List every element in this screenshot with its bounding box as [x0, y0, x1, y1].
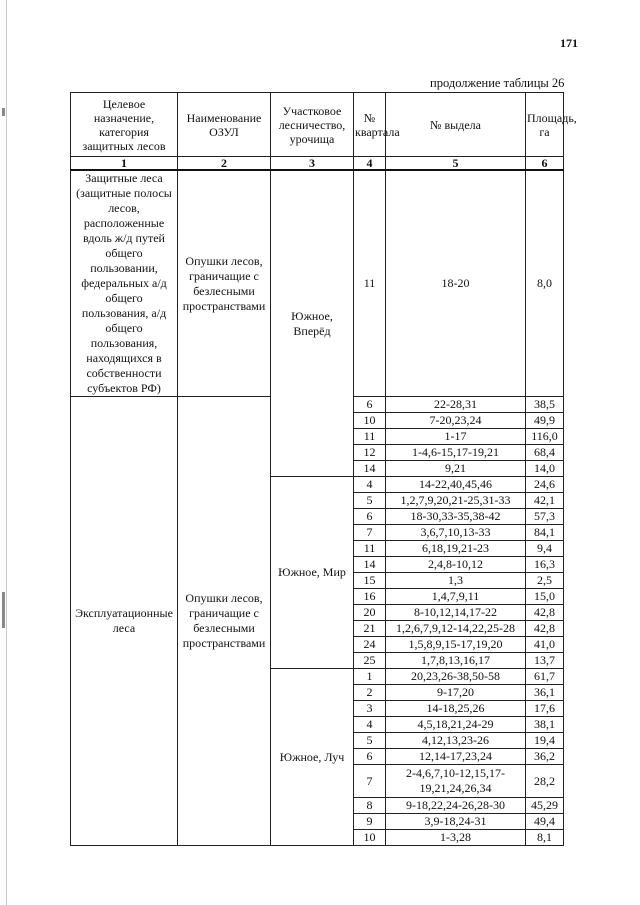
- cell-ozul: Опушки лесов, граничащие с безлесными пространствами: [178, 170, 271, 397]
- cell-area: 2,5: [526, 573, 564, 589]
- cell-quarter: 6: [354, 749, 386, 765]
- cell-ozul: Опушки лесов, граничащие с безлесными пространствами: [178, 397, 271, 846]
- cell-area: 49,9: [526, 413, 564, 429]
- cell-quarter: 7: [354, 525, 386, 541]
- cell-plot: 1,2,6,7,9,12-14,22,25-28: [386, 621, 526, 637]
- cell-plot: 2-4,6,7,10-12,15,17-19,21,24,26,34: [386, 765, 526, 798]
- header-ozul: Наименование ОЗУЛ: [178, 93, 271, 157]
- column-number: 5: [386, 157, 526, 171]
- cell-area: 36,2: [526, 749, 564, 765]
- cell-quarter: 10: [354, 830, 386, 846]
- column-number-row: [71, 157, 564, 171]
- cell-quarter: 1: [354, 669, 386, 685]
- cell-forestry: Южное, Вперёд: [271, 170, 354, 477]
- cell-quarter: 20: [354, 605, 386, 621]
- cell-plot: 3,9-18,24-31: [386, 814, 526, 830]
- cell-area: 17,6: [526, 701, 564, 717]
- cell-quarter: 11: [354, 541, 386, 557]
- table-header-row: [71, 93, 564, 157]
- header-purpose: Целевое назначение, категория защитных лесов: [71, 93, 178, 157]
- cell-quarter: 14: [354, 557, 386, 573]
- cell-plot: 2,4,8-10,12: [386, 557, 526, 573]
- cell-plot: 1,3: [386, 573, 526, 589]
- header-plot: № выдела: [386, 93, 526, 157]
- cell-quarter: 7: [354, 765, 386, 798]
- cell-forestry: Южное, Мир: [271, 477, 354, 669]
- cell-quarter: 9: [354, 814, 386, 830]
- cell-quarter: 14: [354, 461, 386, 477]
- cell-plot: 1-4,6-15,17-19,21: [386, 445, 526, 461]
- table-body: [71, 170, 564, 846]
- cell-quarter: 21: [354, 621, 386, 637]
- column-number: 3: [271, 157, 354, 171]
- table-row: [71, 170, 564, 397]
- cell-plot: 6,18,19,21-23: [386, 541, 526, 557]
- cell-plot: 4,12,13,23-26: [386, 733, 526, 749]
- cell-plot: 14-18,25,26: [386, 701, 526, 717]
- cell-area: 57,3: [526, 509, 564, 525]
- cell-plot: 18-30,33-35,38-42: [386, 509, 526, 525]
- cell-quarter: 5: [354, 493, 386, 509]
- cell-quarter: 4: [354, 717, 386, 733]
- cell-quarter: 16: [354, 589, 386, 605]
- cell-area: 38,5: [526, 397, 564, 413]
- table-continuation-caption: продолжение таблицы 26: [430, 76, 565, 90]
- cell-plot: 22-28,31: [386, 397, 526, 413]
- cell-plot: 1-17: [386, 429, 526, 445]
- cell-area: 36,1: [526, 685, 564, 701]
- cell-area: 8,0: [526, 170, 564, 397]
- cell-plot: 9,21: [386, 461, 526, 477]
- cell-area: 19,4: [526, 733, 564, 749]
- cell-area: 41,0: [526, 637, 564, 653]
- cell-quarter: 5: [354, 733, 386, 749]
- cell-plot: 8-10,12,14,17-22: [386, 605, 526, 621]
- cell-plot: 18-20: [386, 170, 526, 397]
- cell-plot: 1-3,28: [386, 830, 526, 846]
- cell-plot: 4,5,18,21,24-29: [386, 717, 526, 733]
- cell-area: 24,6: [526, 477, 564, 493]
- binding-mark: [2, 592, 5, 628]
- cell-area: 42,8: [526, 621, 564, 637]
- cell-plot: 1,5,8,9,15-17,19,20: [386, 637, 526, 653]
- cell-area: 84,1: [526, 525, 564, 541]
- header-forestry: Участковое лесничество, урочища: [271, 93, 354, 157]
- cell-area: 13,7: [526, 653, 564, 669]
- cell-area: 8,1: [526, 830, 564, 846]
- cell-area: 38,1: [526, 717, 564, 733]
- binding-mark: [2, 108, 5, 116]
- cell-plot: 9-17,20: [386, 685, 526, 701]
- cell-purpose: Эксплуатационные леса: [71, 397, 178, 846]
- cell-quarter: 6: [354, 509, 386, 525]
- cell-quarter: 8: [354, 798, 386, 814]
- cell-quarter: 2: [354, 685, 386, 701]
- cell-quarter: 4: [354, 477, 386, 493]
- column-number: 1: [71, 157, 178, 171]
- cell-quarter: 10: [354, 413, 386, 429]
- column-number: 6: [526, 157, 564, 171]
- header-area: Площадь, га: [526, 93, 564, 157]
- column-number: 2: [178, 157, 271, 171]
- cell-area: 49,4: [526, 814, 564, 830]
- cell-area: 42,8: [526, 605, 564, 621]
- page-binding-edge: [6, 0, 7, 905]
- cell-quarter: 25: [354, 653, 386, 669]
- cell-area: 68,4: [526, 445, 564, 461]
- cell-area: 15,0: [526, 589, 564, 605]
- cell-quarter: 3: [354, 701, 386, 717]
- cell-area: 28,2: [526, 765, 564, 798]
- cell-area: 9,4: [526, 541, 564, 557]
- cell-plot: 1,4,7,9,11: [386, 589, 526, 605]
- cell-plot: 3,6,7,10,13-33: [386, 525, 526, 541]
- header-quarter: № квартала: [354, 93, 386, 157]
- cell-area: 16,3: [526, 557, 564, 573]
- data-table: [70, 92, 577, 846]
- cell-plot: 12,14-17,23,24: [386, 749, 526, 765]
- cell-quarter: 11: [354, 429, 386, 445]
- cell-area: 61,7: [526, 669, 564, 685]
- cell-quarter: 24: [354, 637, 386, 653]
- cell-plot: 1,7,8,13,16,17: [386, 653, 526, 669]
- cell-forestry: Южное, Луч: [271, 669, 354, 846]
- cell-area: 116,0: [526, 429, 564, 445]
- column-number: 4: [354, 157, 386, 171]
- cell-quarter: 15: [354, 573, 386, 589]
- cell-plot: 14-22,40,45,46: [386, 477, 526, 493]
- cell-purpose: Защитные леса (защитные полосы лесов, расположенные вдоль ж/д путей общего пользовании, федеральных а/д общего пользования, а/д общего пользования, находящихся в собственности субъектов РФ): [71, 170, 178, 397]
- cell-quarter: 11: [354, 170, 386, 397]
- cell-quarter: 6: [354, 397, 386, 413]
- cell-quarter: 12: [354, 445, 386, 461]
- cell-area: 45,29: [526, 798, 564, 814]
- cell-plot: 7-20,23,24: [386, 413, 526, 429]
- cell-area: 14,0: [526, 461, 564, 477]
- cell-plot: 1,2,7,9,20,21-25,31-33: [386, 493, 526, 509]
- page-number: 171: [560, 36, 578, 50]
- cell-area: 42,1: [526, 493, 564, 509]
- cell-plot: 20,23,26-38,50-58: [386, 669, 526, 685]
- cell-plot: 9-18,22,24-26,28-30: [386, 798, 526, 814]
